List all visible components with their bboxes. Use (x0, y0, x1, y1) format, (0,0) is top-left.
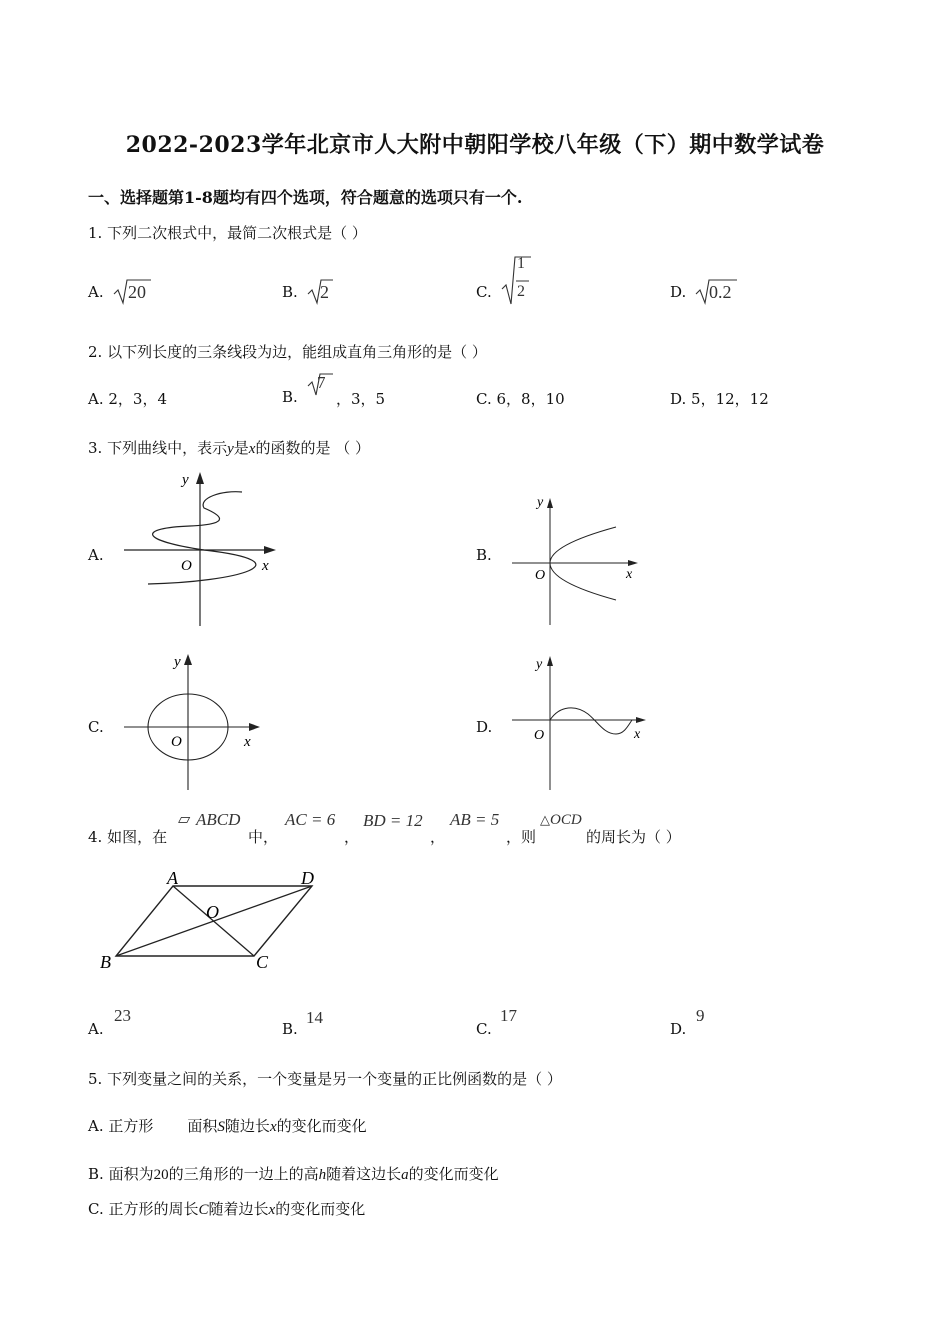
origin-label: O (181, 558, 192, 574)
stem-text: 的函数的是 （ ） (255, 439, 370, 457)
question-3-option-d-label[interactable]: D. (476, 718, 493, 736)
origin-label: O (534, 728, 545, 743)
question-5-option-c[interactable] (88, 1198, 365, 1219)
option-label: C. (88, 1200, 104, 1218)
ac-value: AC = 6 (285, 810, 336, 829)
sqrt-sign-icon (500, 255, 532, 307)
variable: x (268, 1202, 276, 1218)
number: 20 (153, 1167, 169, 1183)
option-text: 的变化而变化 (276, 1117, 367, 1135)
question-3-option-a-graph (118, 466, 288, 630)
stem-text: ， (430, 828, 446, 846)
question-2-option-d[interactable] (670, 388, 769, 409)
option-label: B. (88, 1165, 104, 1183)
option-text: 的变化而变化 (275, 1200, 366, 1218)
curve (550, 708, 632, 734)
variable: a (401, 1167, 409, 1183)
arrow-icon (196, 472, 204, 484)
arrow-icon (264, 546, 276, 554)
option-text: 5，12，12 (691, 390, 769, 408)
option-text: 面积 (187, 1117, 218, 1135)
stem-text: ，则 (506, 828, 537, 846)
arrow-icon (184, 654, 192, 665)
x-axis-label: x (244, 734, 251, 750)
origin-label: O (535, 568, 546, 583)
variable: x (248, 441, 256, 457)
triangle-name: OCD (550, 812, 582, 828)
stem-text: 是 (233, 439, 249, 457)
ab-value: AB = 5 (450, 810, 500, 829)
option-text: 的三角形的一边上的高 (168, 1165, 319, 1183)
arrow-icon (249, 723, 260, 731)
bd-value: BD = 12 (363, 811, 423, 830)
option-label: C. (476, 1020, 492, 1038)
option-text: 2，3，4 (108, 390, 168, 408)
option-label: B. (282, 388, 298, 406)
x-axis-label: x (262, 558, 269, 574)
stem-text: 3. 下列曲线中，表示 (88, 439, 228, 457)
y-axis-label: y (182, 472, 189, 488)
option-label: A. (88, 1117, 104, 1135)
option-value: 23 (114, 1006, 131, 1025)
option-value: 17 (500, 1006, 517, 1025)
fraction-numerator: 1 (517, 255, 525, 272)
option-label: C. (476, 390, 492, 408)
question-3-option-d-graph (508, 650, 658, 792)
stem-text: 4. 如图，在 (88, 828, 168, 846)
question-2-stem: 2. 以下列长度的三条线段为边，能组成直角三角形的是（ ） (88, 343, 487, 361)
option-label: A. (88, 283, 104, 301)
fraction-denominator: 2 (517, 283, 525, 300)
radicand: 0.2 (709, 282, 732, 302)
question-3-option-c-graph (118, 650, 268, 792)
question-4-figure (96, 866, 336, 976)
x-axis-label: x (626, 567, 633, 582)
y-axis-label: y (537, 495, 544, 510)
question-3-option-c-label[interactable]: C. (88, 718, 104, 736)
stem-text: ， (344, 828, 360, 846)
option-text: 的变化而变化 (408, 1165, 499, 1183)
vertex-d: D (301, 868, 314, 888)
option-label: D. (670, 1020, 687, 1038)
variable: h (318, 1167, 327, 1183)
variable: C (198, 1202, 209, 1218)
vertex-a: A (167, 868, 178, 888)
question-5-option-a[interactable] (88, 1115, 367, 1136)
option-text: 面积为 (108, 1165, 154, 1183)
y-axis-label: y (174, 654, 181, 670)
vertex-b: B (100, 952, 111, 972)
arrow-icon (636, 717, 646, 723)
triangle-icon: △ (540, 812, 550, 827)
question-3-option-b-graph (508, 490, 648, 628)
variable: x (269, 1119, 277, 1135)
question-3-option-a-label[interactable]: A. (88, 546, 104, 564)
radicand: 2 (320, 282, 329, 302)
stem-text: 的周长为（ ） (586, 828, 681, 846)
parallelogram-name: ABCD (196, 810, 241, 829)
variable: S (217, 1119, 225, 1135)
x-axis-label: x (634, 727, 641, 742)
question-5-stem: 5. 下列变量之间的关系，一个变量是另一个变量的正比例函数的是（ ） (88, 1070, 562, 1088)
question-3-option-b-label[interactable]: B. (476, 546, 492, 564)
option-label: B. (282, 1020, 298, 1038)
option-value: 9 (696, 1006, 705, 1025)
option-label: D. (670, 390, 687, 408)
option-label: C. (476, 283, 492, 301)
arrow-icon (547, 656, 553, 666)
origin-label: O (171, 734, 182, 750)
option-text: 正方形 (108, 1117, 154, 1135)
center-o: O (206, 902, 219, 922)
option-text: 6，8，10 (496, 390, 565, 408)
parallelogram-icon: ▱ (178, 811, 191, 828)
arrow-icon (628, 560, 638, 566)
curve (148, 492, 256, 584)
option-text: 随着这边长 (326, 1165, 402, 1183)
radicand: 7 (317, 373, 326, 392)
option-text: ，3，5 (336, 390, 386, 408)
radicand: 20 (128, 282, 146, 302)
question-3-stem (88, 437, 370, 458)
option-text: 正方形的周长 (108, 1200, 199, 1218)
question-2-option-a[interactable] (88, 388, 167, 409)
question-1-stem: 1. 下列二次根式中，最简二次根式是（ ） (88, 224, 367, 242)
option-label: A. (88, 390, 104, 408)
stem-text: 中， (248, 828, 279, 846)
option-label: A. (88, 1020, 104, 1038)
vertex-c: C (256, 952, 269, 972)
y-axis-label: y (536, 657, 543, 672)
arrow-icon (547, 498, 553, 508)
section-heading: 一、选择题第1-8题均有四个选项，符合题意的选项只有一个. (88, 188, 523, 207)
page-title: 2022-2023学年北京市人大附中朝阳学校八年级（下）期中数学试卷 (125, 132, 825, 158)
question-2-option-c[interactable] (476, 388, 565, 409)
option-label: B. (282, 283, 298, 301)
option-text: 随着边长 (208, 1200, 269, 1218)
variable: y (227, 441, 234, 457)
option-value: 14 (306, 1008, 323, 1027)
option-label: D. (670, 283, 687, 301)
question-5-option-b[interactable] (88, 1163, 499, 1184)
option-text: 随边长 (224, 1117, 270, 1135)
